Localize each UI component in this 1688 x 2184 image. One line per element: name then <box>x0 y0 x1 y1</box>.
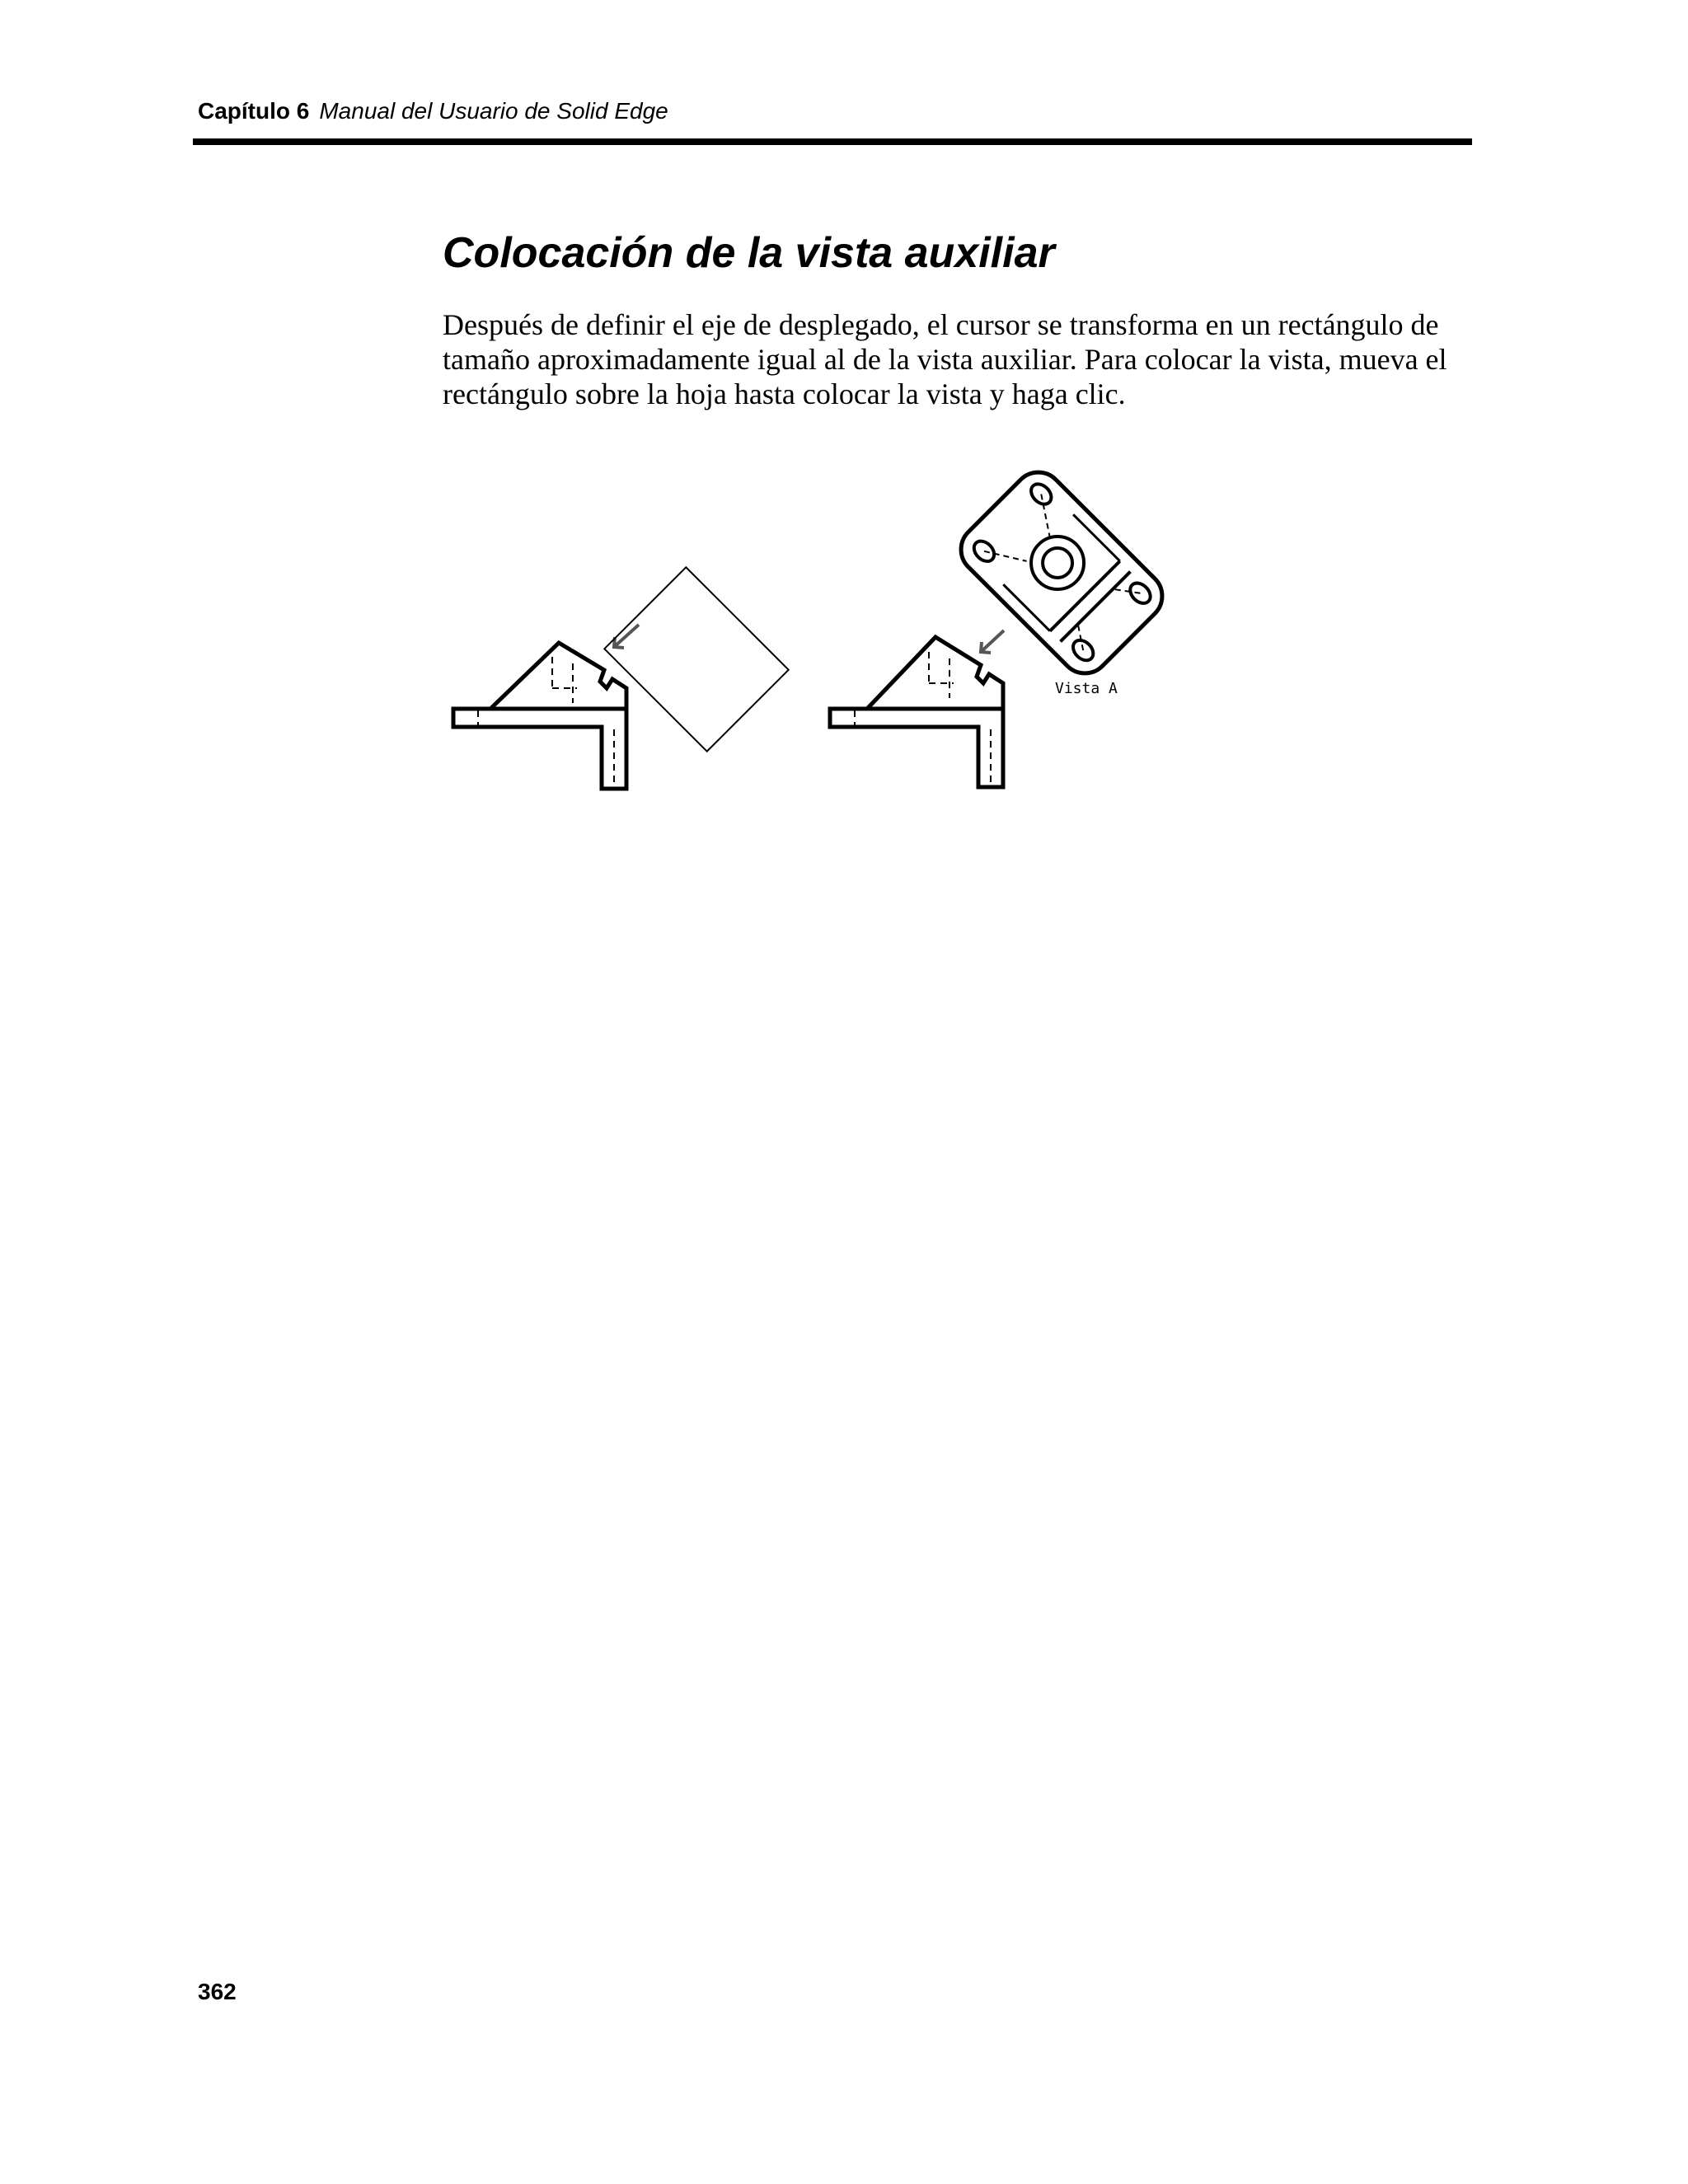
chapter-label: Capítulo 6 <box>198 98 310 124</box>
auxiliary-view-figure <box>437 441 1203 804</box>
header-rule <box>193 138 1472 145</box>
body-paragraph: Después de definir el eje de desplegado, el cursor se transforma en un rectángulo de tamaño aproximadamente igual al de la vista auxiliar. Para colocar la vista, mueva el rectángulo sobre la hoja hasta colocar la vista y haga clic. <box>443 308 1447 410</box>
view-label: Vista A <box>1055 680 1118 697</box>
manual-title: Manual del Usuario de Solid Edge <box>319 98 668 124</box>
part-left-wedge <box>490 643 626 709</box>
part-right-outline <box>830 709 1003 787</box>
part-right-drawing <box>830 462 1172 787</box>
page-number: 362 <box>198 1979 237 2004</box>
section-title: Colocación de la vista auxiliar <box>443 229 1055 277</box>
arrow-right-icon <box>981 630 1004 653</box>
part-left-drawing <box>453 567 789 789</box>
running-header <box>198 97 668 125</box>
placement-rectangle <box>604 567 788 751</box>
part-left-outline <box>453 709 626 789</box>
